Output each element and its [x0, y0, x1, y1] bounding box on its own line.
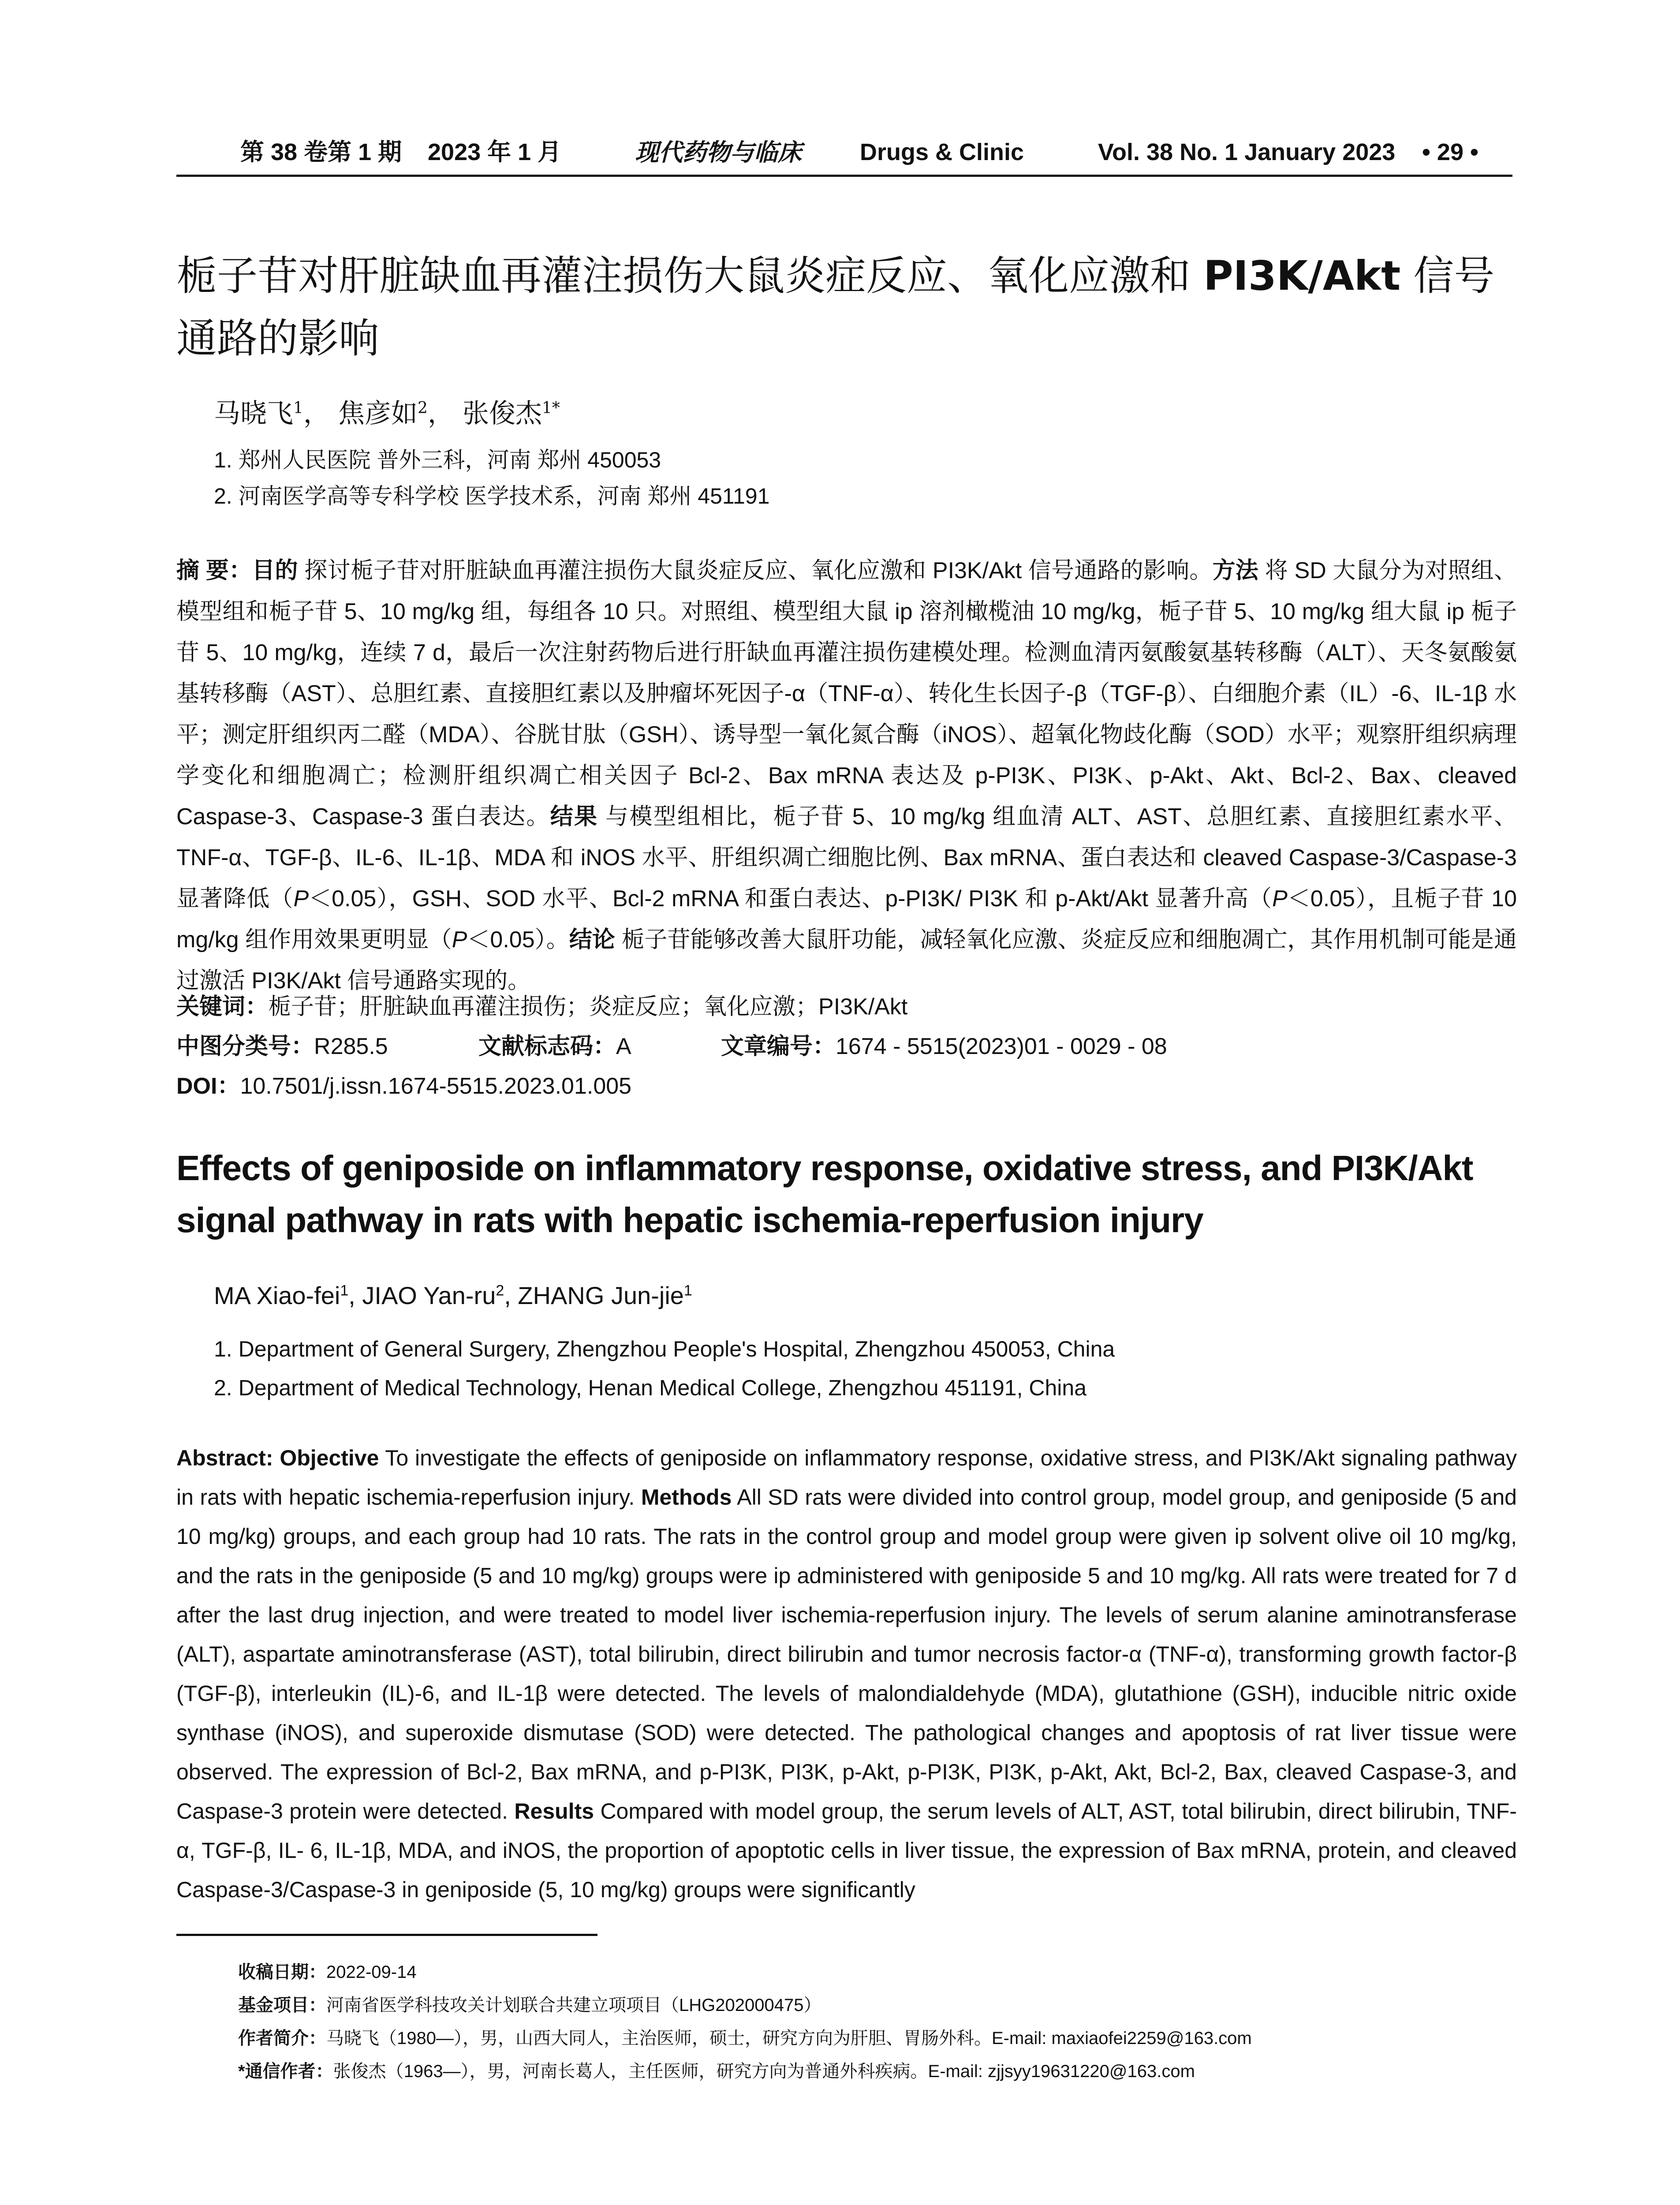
author-1-cn-sup: 1	[293, 399, 303, 417]
corresponding-label: *通信作者：	[238, 2062, 333, 2081]
chinese-title-part2: 信号通路的影响	[176, 252, 1495, 362]
chinese-title	[176, 245, 1517, 370]
footnote-rule	[176, 1934, 597, 1936]
chinese-affiliation-2: 2. 河南医学高等专科学校 医学技术系，河南 郑州 451191	[214, 484, 770, 508]
author-2-cn: 焦彦如	[338, 398, 418, 429]
header-volume-cn: 第 38 卷第 1 期	[240, 139, 402, 165]
objective-label-cn: 目的	[252, 558, 298, 583]
keywords-cn	[176, 988, 907, 1021]
header-date-cn: 2023 年 1 月	[428, 139, 562, 165]
article-number-value: 1674 - 5515(2023)01 - 0029 - 08	[836, 1034, 1167, 1059]
document-code-value: A	[616, 1034, 631, 1059]
conclusion-text-cn: 栀子苷能够改善大鼠肝功能，减轻氧化应激、炎症反应和细胞凋亡，其作用机制可能是通过激活 PI3K/Akt 信号通路实现的。	[176, 927, 1517, 994]
footnote-received	[238, 1958, 417, 1983]
author-3-en: ZHANG Jun-jie	[518, 1282, 684, 1309]
author-1-cn: 马晓飞	[214, 398, 293, 429]
methods-label-en: Methods	[641, 1485, 732, 1510]
chinese-title-part1: 栀子苷对肝脏缺血再灌注损伤大鼠炎症反应、氧化应激和	[176, 252, 1204, 299]
keywords-label-cn: 关键词：	[176, 994, 269, 1020]
footnote-corresponding-author	[238, 2057, 1195, 2082]
english-authors: MA Xiao-fei$^1$, JIAO Yan-$ru^2$, ZHANG Jun-jie$^1$	[214, 1282, 692, 1309]
p-value-symbol: P	[1272, 886, 1288, 912]
author-1-en-sup: 1	[340, 1282, 349, 1299]
received-label: 收稿日期：	[238, 1962, 326, 1982]
methods-text-en: All SD rats were divided into control group, model group, and geniposide (5 and 10 mg/kg) groups, and each group had 10 rats. The rats in the control group and model group were given ip solvent olive oil 10 mg/kg, and the rats in the geniposide (5 and 10 mg/kg) groups were ip administered with geniposide 5 and 10 mg/kg. All rats were treated for 7 d after the last drug injection, and were treated to model liver ischemia-reperfusion injury. The levels of serum alanine aminotransferase (ALT), aspartate aminotransferase (AST), total bilirubin, direct bilirubin and tumor necrosis factor-α (TNF-α), transforming growth factor-β (TGF-β), interleukin (IL)-6, and IL-1β were detected. The levels of malondialdehyde (MDA), glutathione (GSH), inducible nitric oxide synthase (iNOS), and superoxide dismutase (SOD) were detected. The pathological changes and apoptosis of rat liver tissue were observed. The expression of Bcl-2, Bax mRNA, and p-PI3K, PI3K, p-Akt, p-PI3K, PI3K, p-Akt, Akt, Bcl-2, Bax, cleaved Caspase-3, and Caspase-3 protein were detected.	[176, 1485, 1517, 1824]
author-3-cn-sup: 1*	[541, 399, 560, 417]
footnote-author-bio	[238, 2024, 1252, 2049]
author-1-en: MA Xiao-fei	[214, 1282, 340, 1309]
header-volume-en: Vol. 38 No. 1 January 2023	[1098, 139, 1396, 165]
article-number-label: 文章编号：	[721, 1034, 836, 1059]
conclusion-label-cn: 结论	[569, 927, 615, 953]
results-label-cn: 结果	[550, 804, 598, 830]
header-journal-en: Drugs & Clinic	[860, 139, 1024, 165]
doi	[176, 1067, 631, 1100]
p-value-symbol: P	[293, 886, 309, 912]
corresponding-value: 张俊杰（1963—），男，河南长葛人，主任医师，研究方向为普通外科疾病。E-mail: zjjsyy19631220@163.com	[333, 2062, 1195, 2081]
doi-value: 10.7501/j.issn.1674-5515.2023.01.005	[240, 1073, 632, 1099]
chinese-authors: 马晓飞$^1$， 焦彦如$^2$， 张俊杰$^{1*}$	[214, 398, 560, 429]
english-affiliation-2: 2. Department of Medical Technology, Henan Medical College, Zhengzhou 451191, China	[214, 1375, 1087, 1400]
article-number	[721, 1028, 1167, 1061]
author-2-en: JIAO Yan-ru	[362, 1282, 496, 1309]
footnote-funding	[238, 1991, 821, 2016]
header-page-number: • 29 •	[1422, 139, 1478, 165]
english-abstract	[176, 1439, 1517, 1910]
chinese-title-bold: PI3K/Akt	[1203, 252, 1401, 299]
english-title: Effects of geniposide on inflammatory response, oxidative stress, and PI3K/Akt signal pathway in rats with hepatic ischemia-reperfusion injury	[176, 1148, 1473, 1240]
header-rule	[176, 175, 1512, 177]
results-text-cn-1: 与模型组相比，栀子苷 5、10 mg/kg 组血清 ALT、AST、总胆红素、直接胆红素水平、TNF-α、TGF-β、IL-6、IL-1β、MDA 和 iNOS 水平、肝组织凋亡细胞比例、Bax mRNA、蛋白表达和 cleaved Caspase-3/Caspase-3 显著降低（	[176, 804, 1517, 912]
methods-label-cn: 方法	[1212, 558, 1259, 583]
document-code-label: 文献标志码：	[478, 1034, 616, 1059]
funding-label: 基金项目：	[238, 1996, 326, 2015]
author-bio-label: 作者简介：	[238, 2029, 326, 2048]
clc-label: 中图分类号：	[176, 1034, 314, 1059]
english-affiliation-1: 1. Department of General Surgery, Zhengzhou People's Hospital, Zhengzhou 450053, China	[214, 1337, 1115, 1361]
clc-number	[176, 1028, 388, 1061]
results-text-cn-4: ＜0.05）。	[467, 927, 569, 953]
document-code	[478, 1028, 631, 1061]
results-text-cn-2: ＜0.05），GSH、SOD 水平、Bcl-2 mRNA 和蛋白表达、p-PI3K/ PI3K 和 p-Akt/Akt 显著升高（	[309, 886, 1273, 912]
received-value: 2022-09-14	[326, 1962, 417, 1982]
clc-value: R285.5	[314, 1034, 388, 1059]
objective-text-en: To investigate the effects of geniposide on inflammatory response, oxidative stress, and PI3K/Akt signaling pathway in rats with hepatic ischemia-reperfusion injury.	[176, 1446, 1517, 1510]
abstract-label-cn: 摘 要：	[176, 558, 252, 583]
author-bio-value: 马晓飞（1980—），男，山西大同人，主治医师，硕士，研究方向为肝胆、胃肠外科。E-mail: maxiaofei2259@163.com	[326, 2029, 1252, 2048]
results-text-cn-3: ＜0.05），且栀子苷 10 mg/kg 组作用效果更明显（	[176, 886, 1517, 953]
author-2-cn-sup: 2	[417, 399, 428, 417]
p-value-symbol: P	[452, 927, 467, 953]
abstract-objective-label-en: Abstract: Objective	[176, 1446, 379, 1470]
keywords-text-cn: 栀子苷；肝脏缺血再灌注损伤；炎症反应；氧化应激；PI3K/Akt	[268, 994, 908, 1020]
funding-value: 河南省医学科技攻关计划联合共建立项项目（LHG202000475）	[326, 1996, 821, 2015]
results-text-en: Compared with model group, the serum levels of ALT, AST, total bilirubin, direct bilirubin, TNF-α, TGF-β, IL- 6, IL-1β, MDA, and iNOS, the proportion of apoptotic cells in liver tissue, the expression of Bax mRNA, protein, and cleaved Caspase-3/Caspase-3 in geniposide (5, 10 mg/kg) groups were significantly	[176, 1799, 1517, 1902]
author-3-en-sup: 1	[683, 1282, 692, 1299]
header-journal-cn: 现代药物与临床	[635, 138, 802, 166]
results-label-en: Results	[514, 1799, 594, 1824]
chinese-affiliation-1: 1. 郑州人民医院 普外三科，河南 郑州 450053	[214, 448, 661, 472]
objective-text-cn: 探讨栀子苷对肝脏缺血再灌注损伤大鼠炎症反应、氧化应激和 PI3K/Akt 信号通路的影响。	[298, 558, 1213, 583]
chinese-abstract	[176, 550, 1517, 1002]
doi-label: DOI：	[176, 1073, 240, 1099]
author-2-en-sup: 2	[496, 1282, 504, 1299]
author-3-cn: 张俊杰	[462, 398, 542, 429]
methods-text-cn: 将 SD 大鼠分为对照组、模型组和栀子苷 5、10 mg/kg 组，每组各 10 只。对照组、模型组大鼠 ip 溶剂橄榄油 10 mg/kg，栀子苷 5、10 mg/kg 组大鼠 ip 栀子苷 5、10 mg/kg，连续 7 d，最后一次注射药物后进行肝缺血再灌注损伤建模处理。检测血清丙氨酸氨基转移酶（ALT）、天冬氨酸氨基转移酶（AST）、总胆红素、直接胆红素以及肿瘤坏死因子-α（TNF-α）、转化生长因子-β（TGF-β）、白细胞介素（IL）-6、IL-1β 水平；测定肝组织丙二醛（MDA）、谷胱甘肽（GSH）、诱导型一氧化氮合酶（iNOS）、超氧化物歧化酶（SOD）水平；观察肝组织病理学变化和细胞凋亡；检测肝组织凋亡相关因子 Bcl-2、Bax mRNA 表达及 p-PI3K、PI3K、p-Akt、Akt、Bcl-2、Bax、cleaved Caspase-3、Caspase-3 蛋白表达。	[176, 558, 1517, 830]
